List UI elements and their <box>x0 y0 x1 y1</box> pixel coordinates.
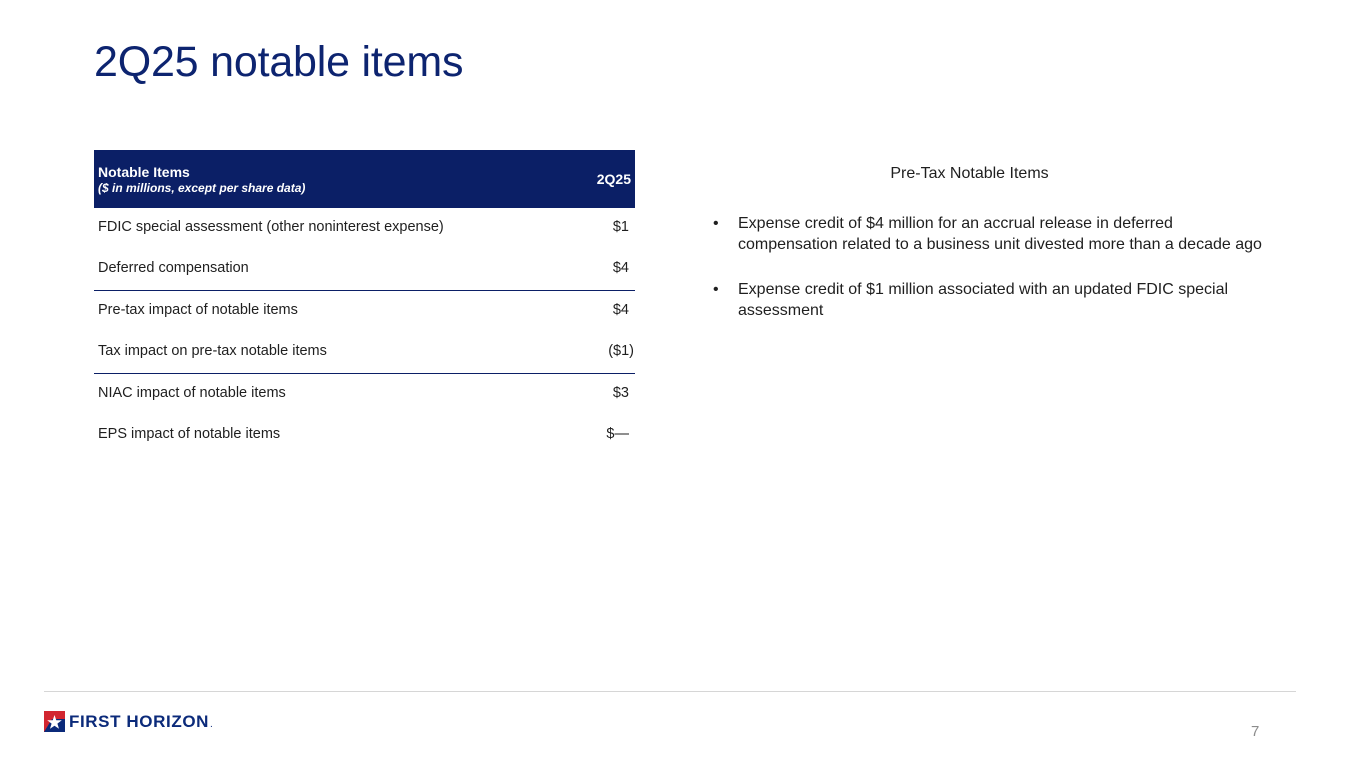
row-label: NIAC impact of notable items <box>98 385 286 401</box>
bullet-icon: • <box>713 215 719 232</box>
page-number: 7 <box>1251 723 1260 740</box>
row-label: EPS impact of notable items <box>98 426 281 442</box>
list-item <box>712 213 1272 255</box>
first-horizon-star-icon <box>44 711 65 732</box>
row-value: $4 <box>612 260 629 276</box>
table-row <box>94 332 635 373</box>
company-logo <box>44 711 213 732</box>
table-row <box>94 415 635 456</box>
notes-panel <box>712 165 1272 345</box>
row-label: Pre-tax impact of notable items <box>98 302 298 318</box>
table-header-period: 2Q25 <box>596 171 631 187</box>
row-value: $— <box>606 426 629 442</box>
table-row <box>94 249 635 290</box>
logo-period: . <box>210 719 213 730</box>
list-item <box>712 279 1272 321</box>
table-header <box>94 150 635 208</box>
row-label: FDIC special assessment (other noninterest expense) <box>98 219 444 235</box>
bullet-text: Expense credit of $1 million associated with an updated FDIC special assessment <box>738 281 1229 319</box>
row-value: $4 <box>612 302 629 318</box>
row-value: $3 <box>612 385 629 401</box>
bullet-icon: • <box>713 281 719 298</box>
table-row <box>94 291 635 332</box>
row-value: $1 <box>612 219 629 235</box>
notes-heading: Pre-Tax Notable Items <box>890 165 1049 182</box>
row-label: Deferred compensation <box>98 260 249 276</box>
logo-wordmark: FIRST HORIZON <box>69 711 210 731</box>
notable-items-table <box>94 150 635 456</box>
bullet-text: Expense credit of $4 million for an accrual release in deferred compensation related to a business unit divested more than a decade ago <box>738 215 1262 253</box>
table-header-label: Notable Items <box>98 164 190 180</box>
page-title: 2Q25 notable items <box>94 38 464 86</box>
row-value: ($1) <box>608 343 634 359</box>
table-header-sublabel: ($ in millions, except per share data) <box>98 181 306 195</box>
footer-divider <box>44 691 1296 692</box>
row-label: Tax impact on pre-tax notable items <box>98 343 327 359</box>
table-row <box>94 374 635 415</box>
table-row <box>94 208 635 249</box>
